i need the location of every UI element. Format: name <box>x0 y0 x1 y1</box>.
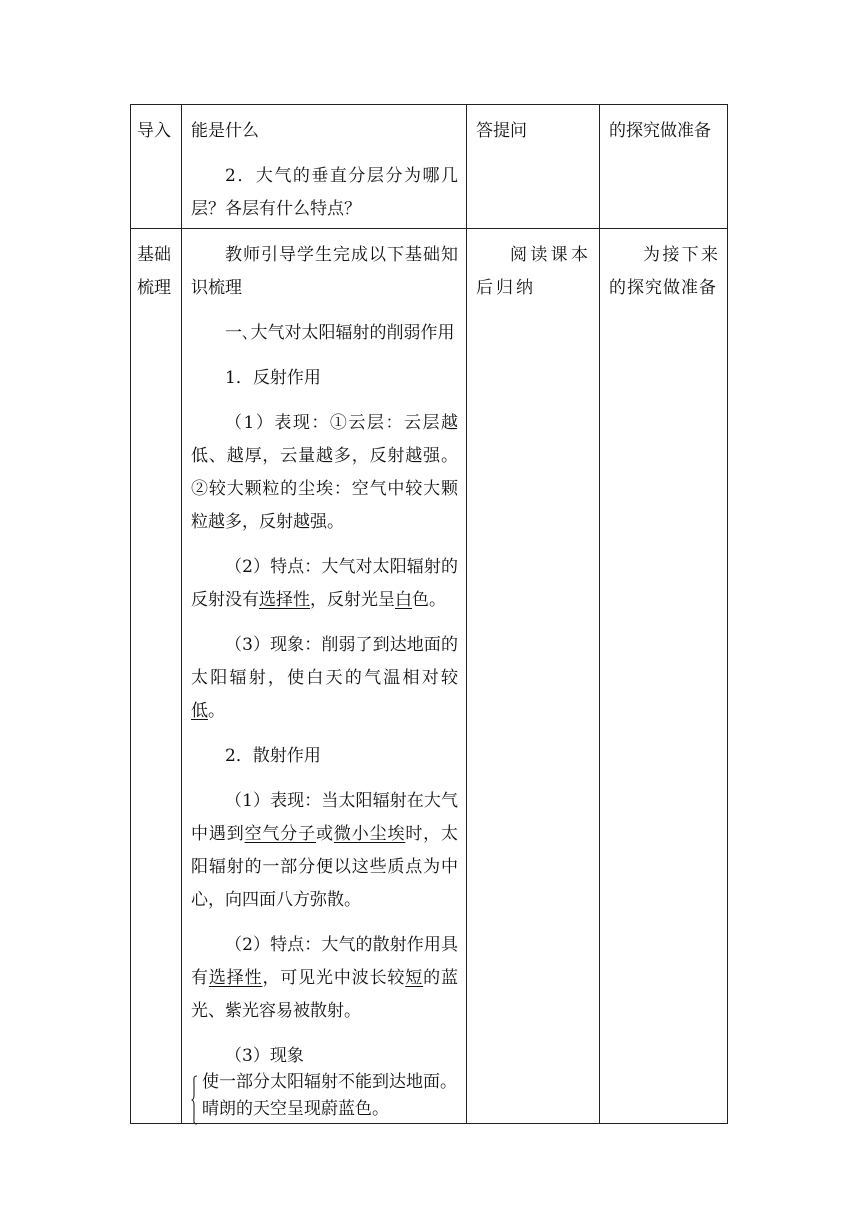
stage-label: 导入 <box>137 121 171 141</box>
answer-blank: 微小尘埃 <box>333 824 406 844</box>
design-intent-cell <box>600 229 728 1124</box>
content-line: 能是什么 <box>191 121 259 141</box>
scattering-feature: （2）特点：大气的散射作用具有选择性，可见光中波长较短的蓝光、紫光容易被散射。 <box>191 935 459 1021</box>
student-activity: 答提问 <box>476 121 527 141</box>
phenomenon-item-1: 使一部分太阳辐射不能到达地面。 <box>202 1072 457 1092</box>
answer-blank: 选择性 <box>259 590 310 610</box>
lesson-plan-table <box>130 104 728 1124</box>
stage-cell <box>131 105 182 229</box>
intro-text: 教师引导学生完成以下基础知识梳理 <box>191 245 458 298</box>
scattering-manifestation: （1）表现：当太阳辐射在大气中遇到空气分子或微小尘埃时，太阳辐射的一部分便以这些质点为中心，向四面八方弥散。 <box>191 791 459 910</box>
answer-blank: 空气分子 <box>244 824 317 844</box>
student-activity-cell <box>467 105 600 229</box>
reflection-phenomenon: （3）现象：削弱了到达地面的太阳辐射，使白天的气温相对较低。 <box>191 635 458 721</box>
scattering-title: 2．散射作用 <box>225 746 321 766</box>
phenomenon-list <box>191 1069 458 1123</box>
answer-blank: 选择性 <box>208 968 263 988</box>
reflection-feature: （2）特点：大气对太阳辐射的反射没有选择性，反射光呈白色。 <box>191 557 458 610</box>
stage-cell <box>131 229 182 1124</box>
student-activity-cell <box>467 229 600 1124</box>
reflection-manifestation: （1）表现：①云层：云层越低、越厚，云量越多，反射越强。②较大颗粒的尘埃：空气中较大颗粒越多，反射越强。 <box>191 413 458 532</box>
content-cell <box>182 229 467 1124</box>
table-row-intro <box>131 105 728 229</box>
reflection-title: 1．反射作用 <box>225 368 321 388</box>
content-cell <box>182 105 467 229</box>
design-intent-cell <box>600 105 728 229</box>
section-title: 一､大气对太阳辐射的削弱作用 <box>225 323 455 343</box>
answer-blank: 白 <box>395 590 412 610</box>
question-2: 2．大气的垂直分层分为哪几层？各层有什么特点？ <box>191 166 458 219</box>
brace-icon <box>191 1075 198 1125</box>
answer-blank: 短 <box>405 968 424 988</box>
phenomenon-item-2: 晴朗的天空呈现蔚蓝色。 <box>202 1099 389 1119</box>
design-intent: 为接下来的探究做准备 <box>609 245 719 298</box>
scattering-phenomenon-title: （3）现象 <box>225 1046 304 1066</box>
design-intent: 的探究做准备 <box>609 121 711 141</box>
stage-label: 基础梳理 <box>137 245 171 298</box>
table-row-basics <box>131 229 728 1124</box>
answer-blank: 低 <box>191 701 208 721</box>
student-activity: 阅读课本后归纳 <box>476 245 591 298</box>
